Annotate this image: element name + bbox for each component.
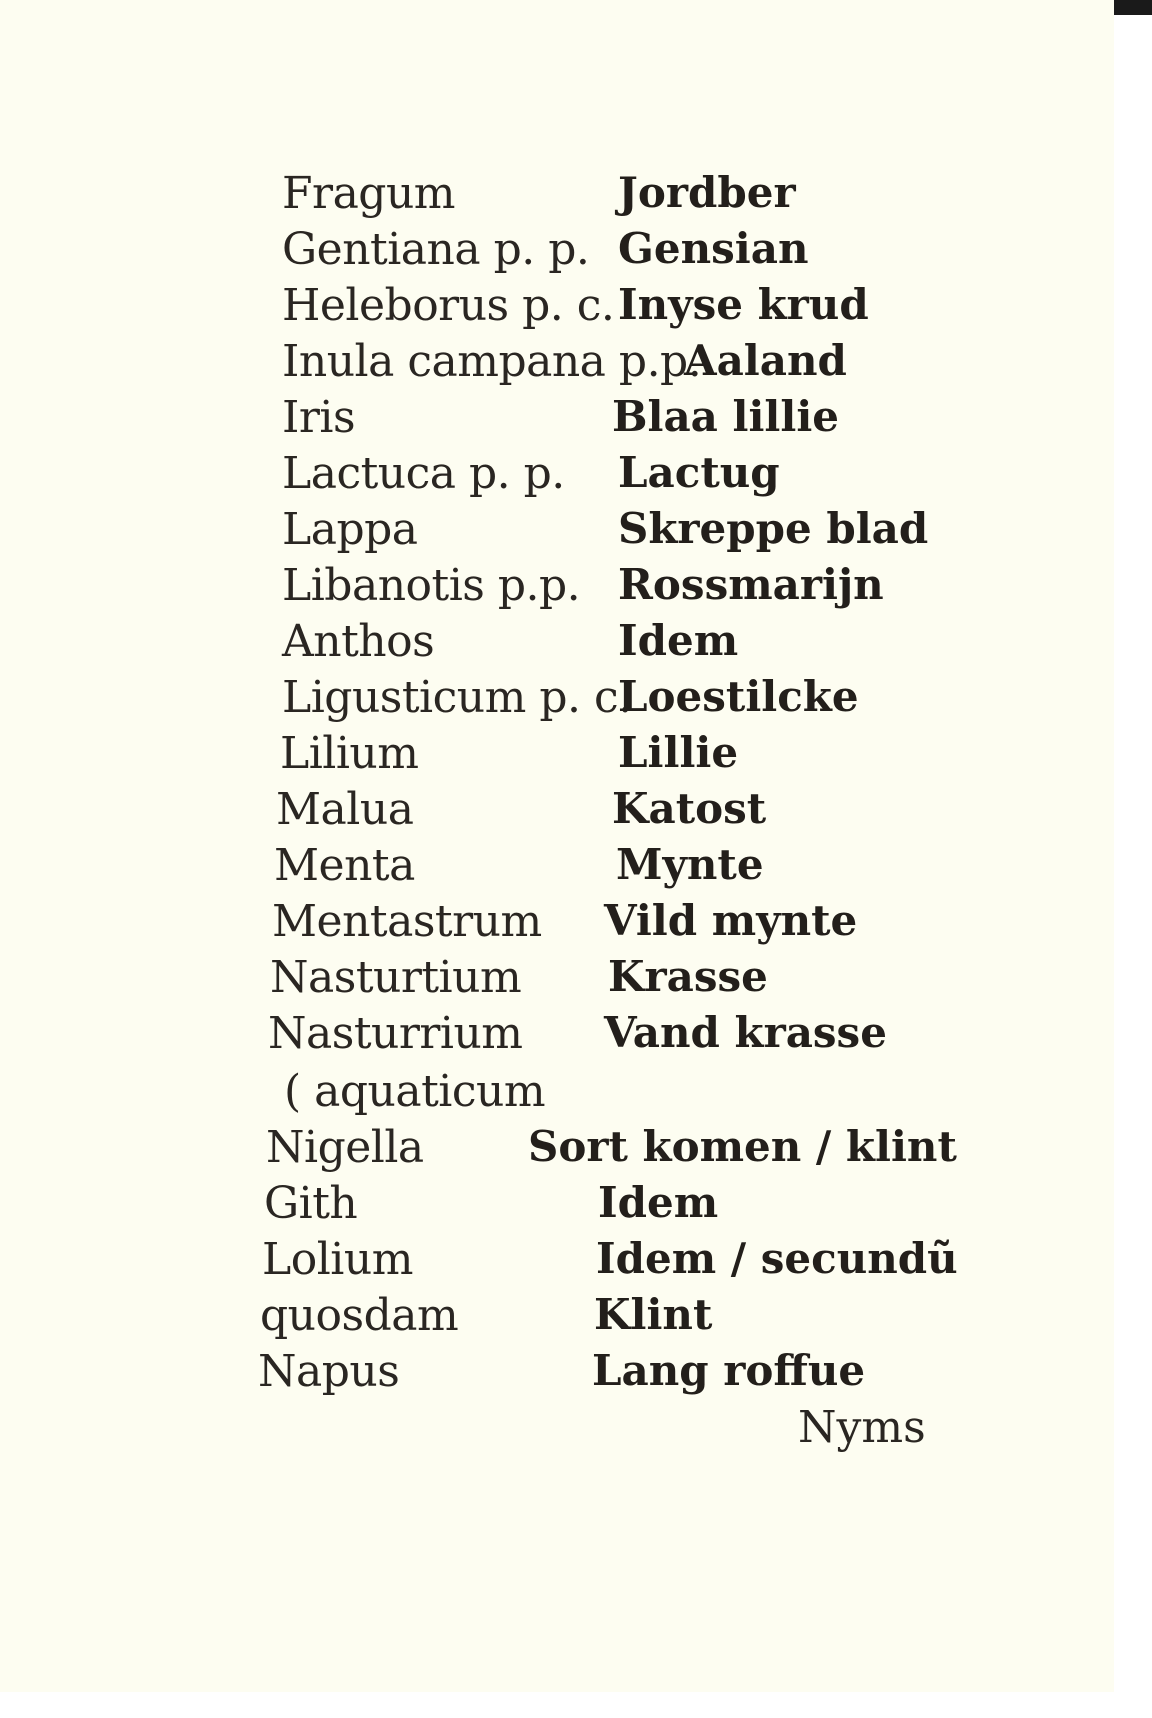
latin-term: Nasturtium: [270, 952, 522, 1003]
vernacular-term: Lillie: [618, 728, 739, 777]
latin-term: Napus: [258, 1346, 400, 1397]
vernacular-term: Vand krasse: [604, 1008, 887, 1057]
latin-term: Nigella: [266, 1122, 424, 1173]
vernacular-term: Lang roffue: [592, 1346, 866, 1395]
vernacular-term: Blaa lillie: [612, 392, 840, 441]
latin-term: Libanotis p.p.: [282, 560, 581, 611]
vernacular-term: Krasse: [608, 952, 768, 1001]
vernacular-term: Idem: [618, 616, 739, 665]
catchword: Nyms: [798, 1402, 926, 1453]
latin-term: Menta: [274, 840, 415, 891]
latin-term: Ligusticum p. c.: [282, 672, 632, 723]
vernacular-term: Katost: [612, 784, 767, 833]
latin-term: Gentiana p. p.: [282, 224, 590, 275]
vernacular-term: Rossmarijn: [618, 560, 884, 609]
latin-term: Gith: [264, 1178, 358, 1229]
vernacular-term: Idem: [598, 1178, 719, 1227]
vernacular-term: Vild mynte: [604, 896, 858, 945]
latin-term: Malua: [276, 784, 414, 835]
latin-term: Heleborus p. c.: [282, 280, 615, 331]
latin-term-continuation: ( aquaticum: [284, 1066, 546, 1117]
latin-term: Lilium: [280, 728, 419, 779]
latin-term: quosdam: [260, 1290, 459, 1341]
latin-term: Anthos: [282, 616, 435, 667]
vernacular-term: Jordber: [618, 168, 796, 217]
vernacular-term: Gensian: [618, 224, 809, 273]
scan-edge-mark: [1114, 0, 1152, 15]
latin-term: Fragum: [282, 168, 456, 219]
vernacular-term: Mynte: [616, 840, 764, 889]
latin-term: Inula campana p.p.: [282, 336, 702, 387]
latin-term: Nasturrium: [268, 1008, 523, 1059]
latin-term: Lactuca p. p.: [282, 448, 565, 499]
latin-term: Mentastrum: [272, 896, 542, 947]
vernacular-term: Inyse krud: [618, 280, 869, 329]
vernacular-term: Aaland: [684, 336, 847, 385]
latin-term: Lappa: [282, 504, 418, 555]
latin-term: Iris: [282, 392, 356, 443]
latin-term: Lolium: [262, 1234, 413, 1285]
vernacular-term: Lactug: [618, 448, 780, 497]
vernacular-term: Loestilcke: [618, 672, 859, 721]
vernacular-term: Idem / secundũ: [596, 1234, 958, 1283]
vernacular-term: Sort komen / klint: [528, 1122, 957, 1171]
vernacular-term: Klint: [594, 1290, 713, 1339]
vernacular-term: Skreppe blad: [618, 504, 929, 553]
